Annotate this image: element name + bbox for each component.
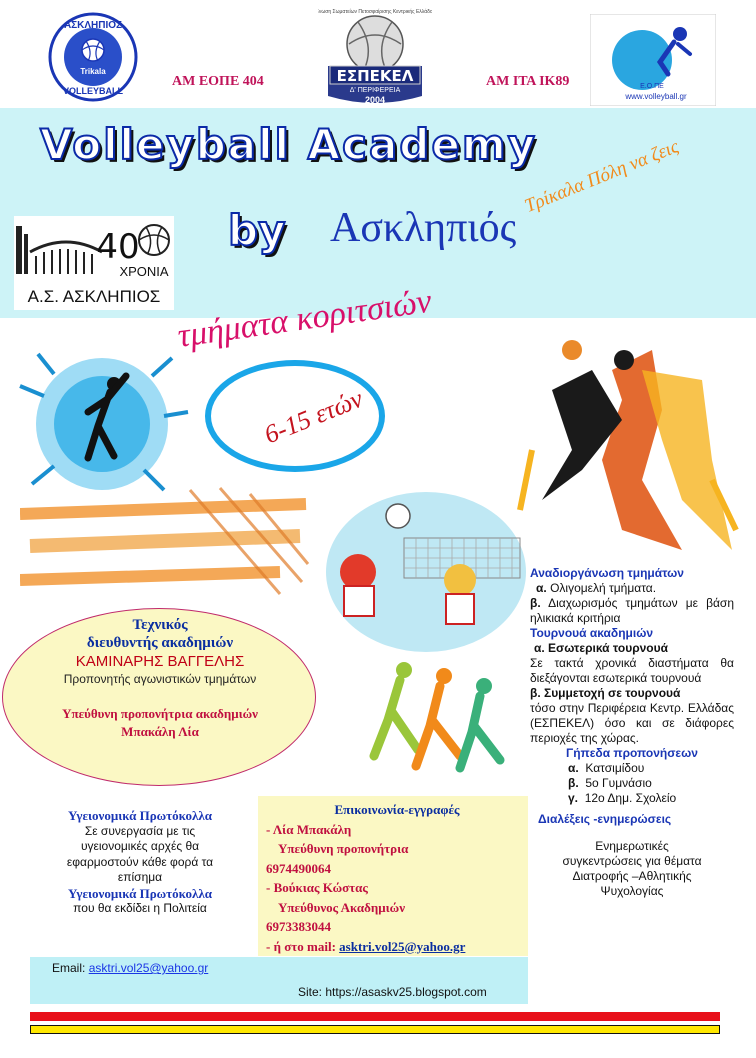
health-text: εφαρμοστούν κάθε φορά τα	[66, 854, 214, 869]
player-splash-illustration	[14, 346, 190, 496]
courts-list	[530, 761, 734, 806]
health-title-2: Υγειονομικά Πρωτόκολλα	[67, 885, 213, 901]
contact-mail-link[interactable]: asktri.vol25@yahoo.gr	[339, 938, 466, 954]
courts-title: Γήπεδα προπονήσεων	[566, 746, 698, 760]
kids-net-illustration	[324, 476, 528, 656]
espekel-year: 2004	[364, 95, 386, 105]
logo-asklipios	[48, 12, 138, 102]
footer-email-link[interactable]: asktri.vol25@yahoo.gr	[88, 961, 209, 975]
orange-brush-strokes	[20, 484, 310, 602]
age-range: 6-15 ετών	[260, 383, 367, 450]
page-title: Volleyball Academy	[40, 120, 537, 169]
espekel-name: ΕΣΠΕΚΕΛ	[336, 67, 414, 85]
court-item: β. 5ο Γυμνάσιο	[568, 776, 652, 790]
eope-abbr: Ε.Ο.ΠΕ	[640, 83, 664, 90]
director-title-line2: διευθυντής ακαδημιών	[86, 635, 234, 651]
badge-number: 40	[96, 227, 140, 267]
contact-phone-2[interactable]: 6973383044	[266, 919, 331, 934]
club-name: Ασκληπιός	[330, 205, 517, 251]
director-role: Προπονητής αγωνιστικών τμημάτων	[63, 672, 257, 686]
contact-role-1: Υπεύθυνη προπονήτρια	[278, 841, 409, 856]
health-text: υγειονομικές αρχές θα	[80, 839, 200, 853]
badge-years: ΧΡΟΝΙΑ	[119, 264, 169, 279]
eope-url: www.volleyball.gr	[625, 92, 687, 101]
tour-a-text: Σε τακτά χρονικά διαστήματα θα διεξάγονται εσωτερικά τουρνουά	[530, 656, 734, 685]
director-info	[20, 616, 300, 741]
reorg-b-label: β.	[530, 596, 541, 610]
reorg-b: Διαχωρισμός τμημάτων με βάση ηλικιακά κριτήρια	[530, 596, 734, 625]
health-protocols	[30, 808, 250, 917]
tour-title: Τουρνουά ακαδημιών	[530, 626, 654, 640]
badge-club: Α.Σ. ΑΣΚΛΗΠΙΟΣ	[27, 287, 161, 306]
tour-b: β. Συμμετοχή σε τουρνουά	[530, 686, 681, 700]
badge-40-years	[14, 216, 174, 310]
contact-person-1: - Λία Μπακάλη	[266, 821, 352, 837]
lectures-title: Διαλέξεις -ενημερώσεις	[538, 812, 672, 826]
contact-title: Επικοινωνία-εγγραφές	[334, 802, 460, 817]
girls-groups-heading: τμήματα κοριτσιών	[175, 282, 434, 355]
coach-title: Υπεύθυνη προπονήτρια ακαδημιών	[62, 706, 258, 721]
director-name: ΚΑΜΙΝΑΡΗΣ ΒΑΓΓΕΛΗΣ	[75, 653, 245, 670]
director-title-line1: Τεχνικός	[132, 617, 188, 633]
contact-mail-prefix: - ή στο mail:	[266, 938, 336, 954]
espekel-arc: Ένωση Σωματείων Πετοσφαίρισης Κεντρικής Ελλάδος	[318, 9, 432, 15]
reorg-title: Αναδιοργάνωση τμημάτων	[530, 566, 684, 580]
contact-phone-1[interactable]: 6974490064	[266, 860, 331, 876]
health-text: επίσημα	[117, 870, 163, 884]
contact-info	[266, 800, 528, 956]
health-title-1: Υγειονομικά Πρωτόκολλα	[67, 808, 213, 823]
footer-email	[52, 961, 208, 975]
email-label: Email:	[52, 961, 86, 975]
academy-info	[530, 566, 734, 899]
tour-b-text: τόσο στην Περιφέρεια Κεντρ. Ελλάδας (ΕΣΠΕΚΕΛ) όσο και σε διάφορες περιοχές της χώρας.	[530, 701, 734, 745]
by-label: by	[228, 206, 286, 255]
lectures-text: Ενημερωτικές συγκεντρώσεις για θέματα Διατροφής –Αθλητικής Ψυχολογίας	[562, 839, 702, 898]
am-eope: ΑΜ ΕΟΠΕ 404	[172, 74, 264, 89]
logo-left-top: ΑΣΚΛΗΠΙΟΣ	[63, 20, 123, 31]
footer-site[interactable]: Site: https://asaskv25.blogspot.com	[298, 985, 487, 999]
contact-role-2: Υπεύθυνος Ακαδημιών	[278, 899, 405, 915]
logo-eope	[590, 14, 716, 106]
slogan: Τρίκαλα Πόλη να ζεις	[521, 136, 682, 218]
players-silhouette-illustration	[512, 330, 744, 564]
court-item: γ. 12ο Δημ. Σχολείο	[568, 791, 677, 805]
coach-name: Μπακάλη Λία	[121, 724, 199, 739]
yellow-stripe	[30, 1025, 720, 1034]
espekel-region: Δ' ΠΕΡΙΦΕΡΕΙΑ	[349, 87, 401, 94]
logo-left-bottom: VOLLEYBALL	[63, 86, 123, 96]
logo-espekel	[318, 6, 432, 108]
am-ita: ΑΜ ΙΤΑ ΙΚ89	[486, 74, 570, 89]
reorg-a: Ολιγομελή τμήματα.	[550, 581, 657, 595]
health-text: Σε συνεργασία με τις	[84, 823, 196, 838]
contact-person-2: - Βούκιας Κώστας	[266, 880, 368, 895]
tour-a: α. Εσωτερικά τουρνουά	[534, 641, 668, 655]
logo-left-mid: Trikala	[80, 67, 106, 76]
colorful-players-illustration	[364, 656, 514, 774]
health-text: που θα εκδίδει η Πολιτεία	[73, 901, 207, 915]
court-item: α. Κατσιμίδου	[568, 761, 645, 775]
red-stripe	[30, 1012, 720, 1021]
reorg-a-label: α.	[536, 581, 547, 595]
